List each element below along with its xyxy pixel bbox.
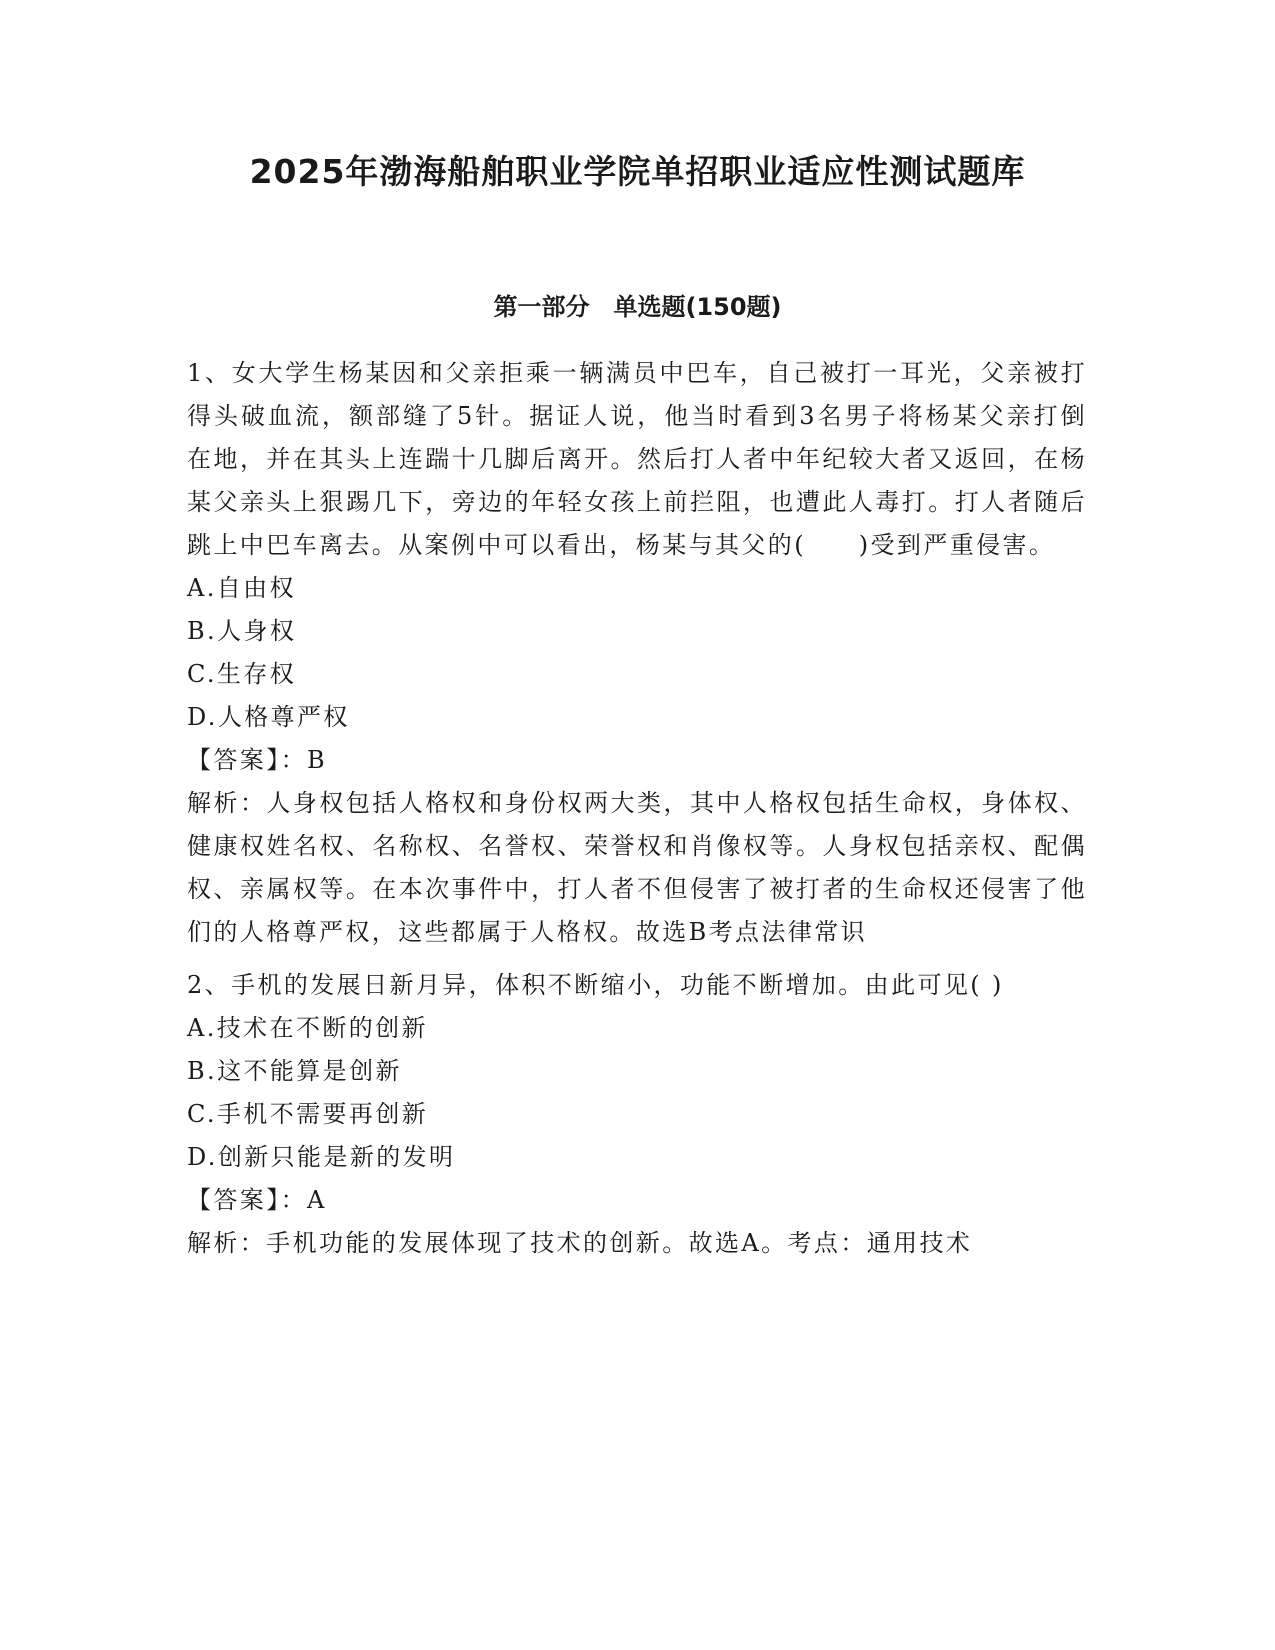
analysis-text: 解析：人身权包括人格权和身份权两大类，其中人格权包括生命权，身体权、健康权姓名权、名称权、名誉权、荣誉权和肖像权等。人身权包括亲权、配偶权、亲属权等。在本次事件中，打人者不但侵害了被打者的生命权还侵害了他们的人格尊严权，这些都属于人格权。故选B考点法律常识 (187, 789, 1087, 946)
question-1 (187, 352, 1087, 954)
section-title: 第一部分 单选题(150题) (493, 293, 782, 321)
option-b: B.这不能算是创新 (187, 1057, 402, 1085)
option-c: C.生存权 (187, 660, 297, 688)
option-a: A.技术在不断的创新 (187, 1014, 428, 1042)
question-list (187, 352, 1087, 1275)
answer-line: 【答案】：A (187, 1186, 327, 1214)
option-a: A.自由权 (187, 574, 296, 602)
document-title: 2025年渤海船舶职业学院单招职业适应性测试题库 (249, 152, 1026, 191)
answer-line: 【答案】：B (187, 746, 328, 774)
option-d: D.人格尊严权 (187, 703, 350, 731)
option-b: B.人身权 (187, 617, 297, 645)
question-stem: 2、手机的发展日新月异，体积不断缩小，功能不断增加。由此可见( ) (187, 971, 1004, 999)
option-d: D.创新只能是新的发明 (187, 1143, 456, 1171)
analysis-text: 解析：手机功能的发展体现了技术的创新。故选A。考点：通用技术 (187, 1229, 973, 1257)
option-c: C.手机不需要再创新 (187, 1100, 429, 1128)
question-stem: 1、女大学生杨某因和父亲拒乘一辆满员中巴车，自己被打一耳光，父亲被打得头破血流，额部缝了5针。据证人说，他当时看到3名男子将杨某父亲打倒在地，并在其头上连踹十几脚后离开。然后打人者中年纪较大者又返回，在杨某父亲头上狠踢几下，旁边的年轻女孩上前拦阻，也遭此人毒打。打人者随后跳上中巴车离去。从案例中可以看出，杨某与其父的( )受到严重侵害。 (187, 359, 1087, 559)
question-2 (187, 964, 1087, 1265)
